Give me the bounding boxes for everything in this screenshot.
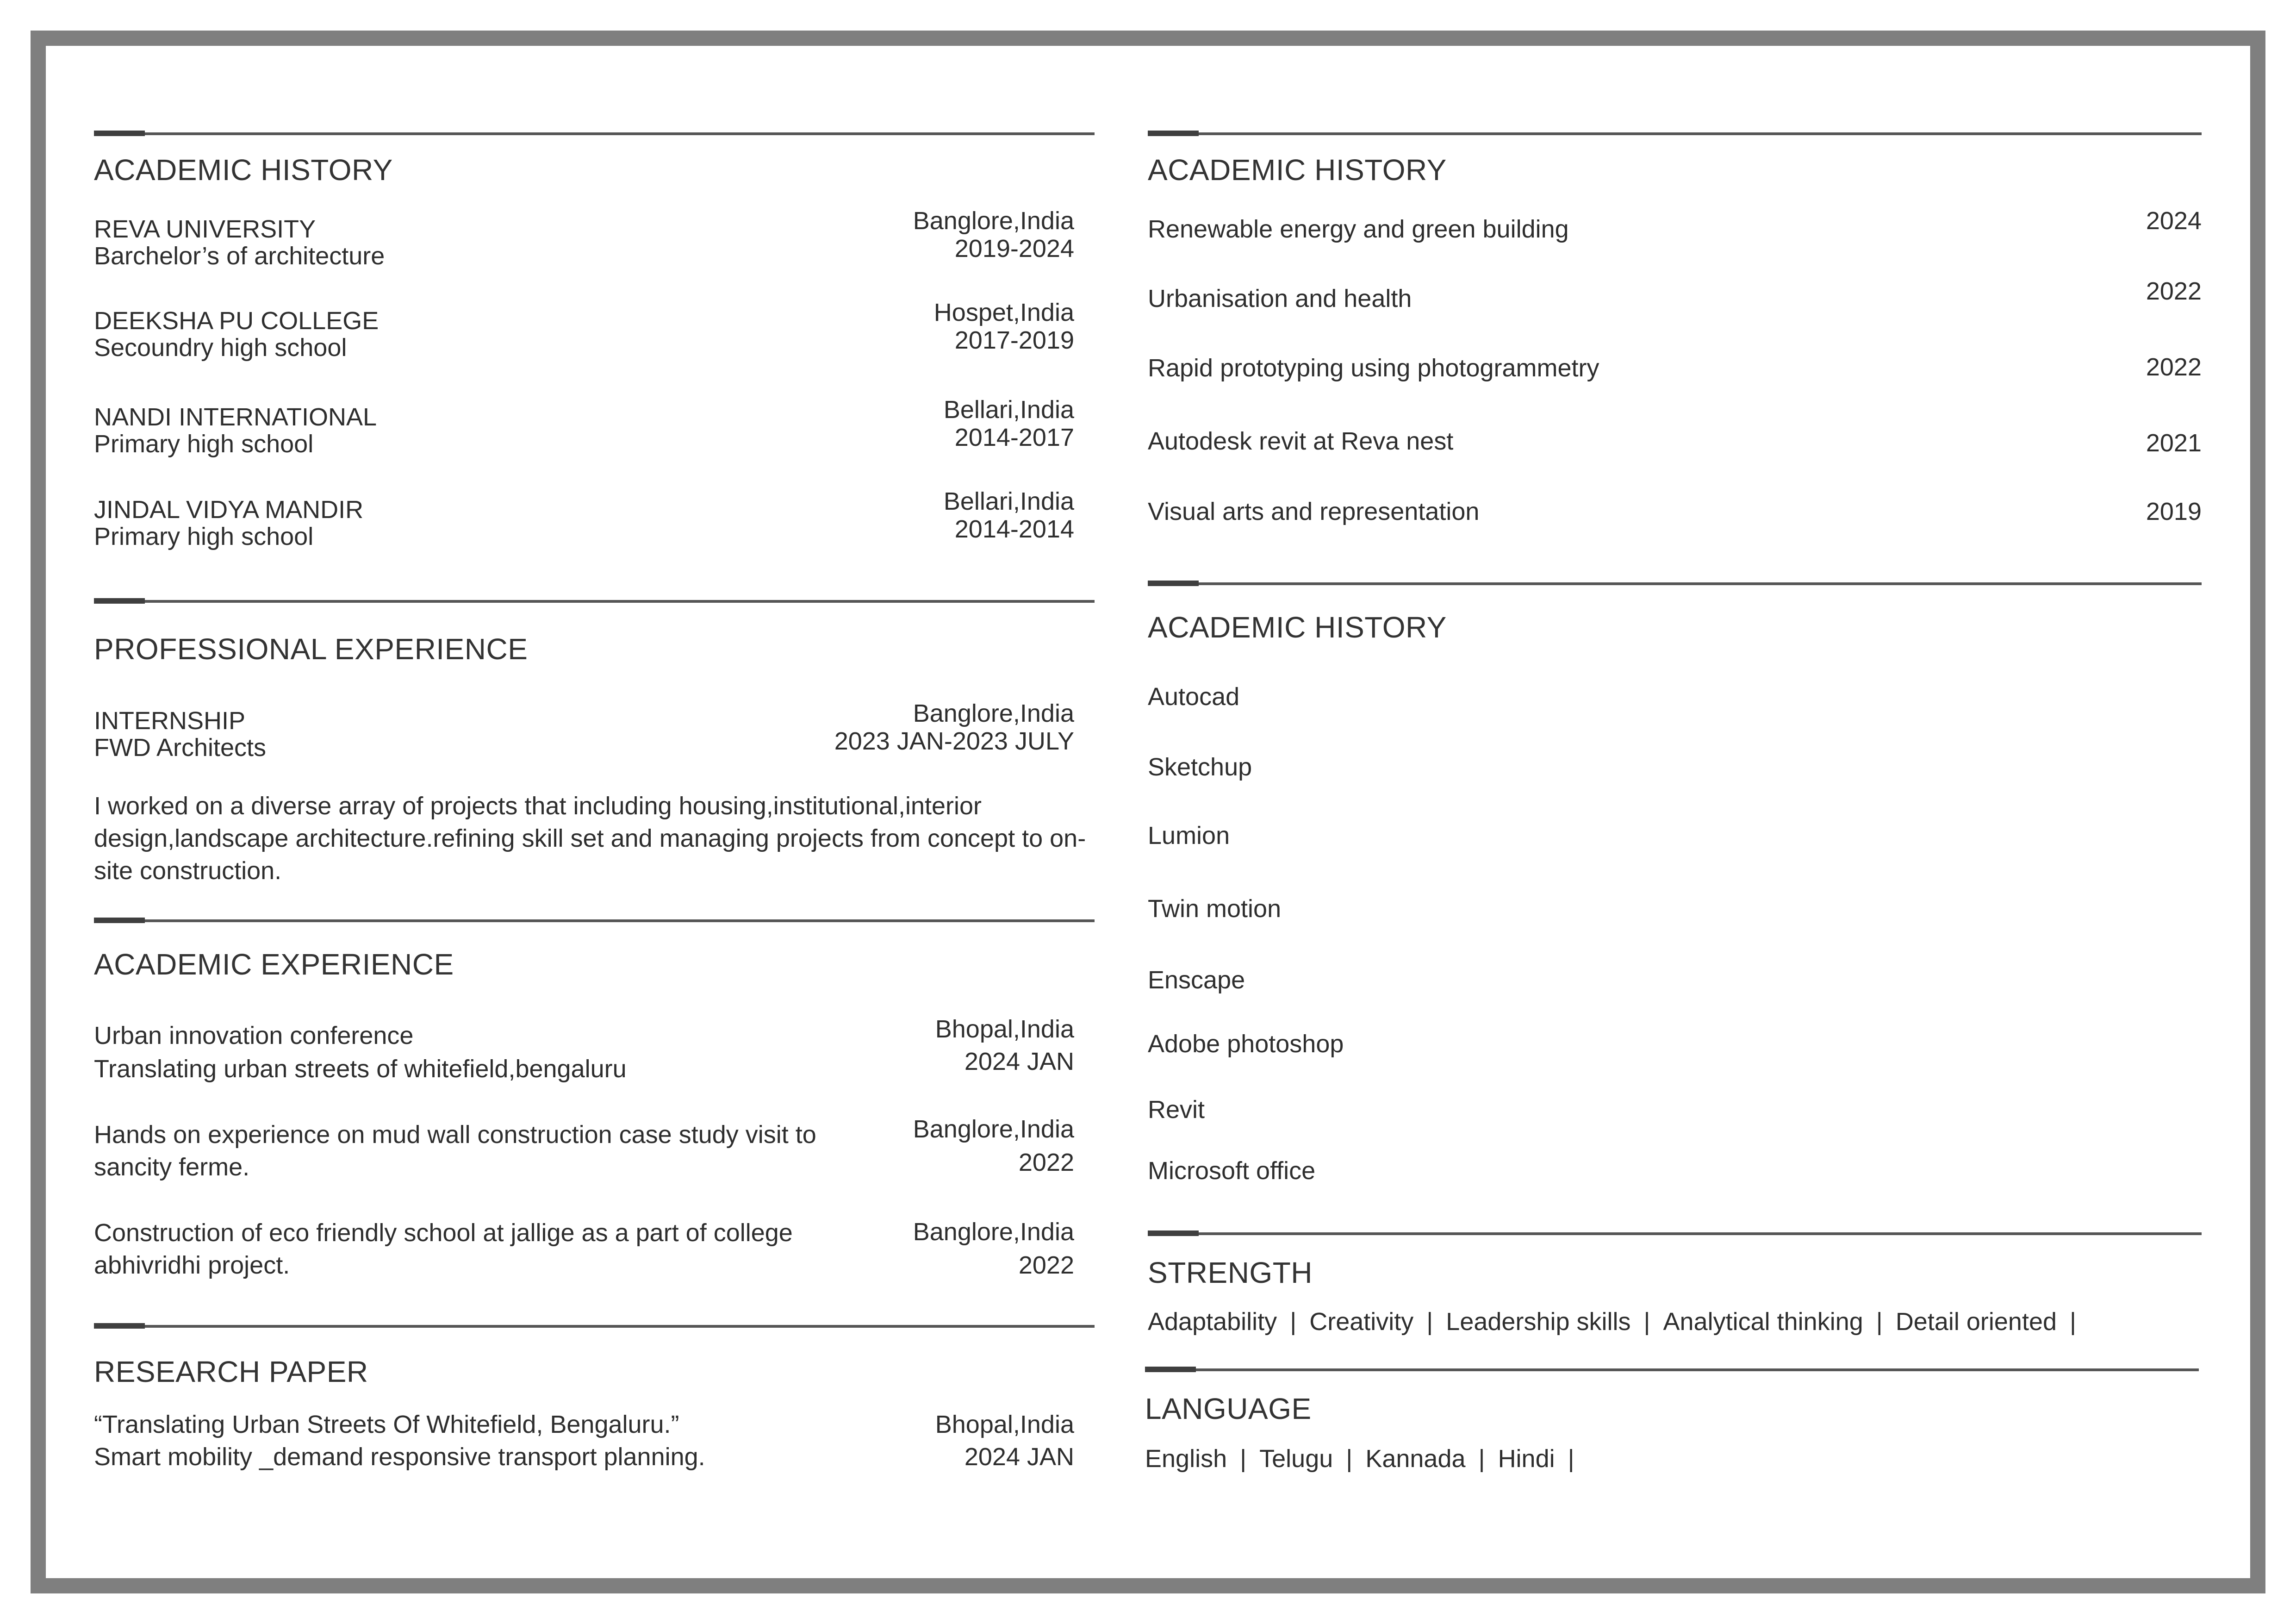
strength-list <box>1148 1305 2089 1338</box>
academic-experience-line: Construction of eco friendly school at jallige as a part of college <box>94 1219 793 1247</box>
strength-item: Creativity <box>1309 1308 1414 1336</box>
research-paper-line: Smart mobility _demand responsive transport planning. <box>94 1443 705 1471</box>
school-years: 2019-2024 <box>954 235 1074 262</box>
school-place: Hospet,India <box>933 299 1074 326</box>
separator: | <box>1426 1308 1433 1336</box>
school-name: JINDAL VIDYA MANDIR <box>94 496 364 524</box>
section-divider <box>94 1325 1095 1328</box>
software-item: Sketchup <box>1148 753 1252 781</box>
school-place: Banglore,India <box>913 207 1074 235</box>
experience-place: Banglore,India <box>913 700 1074 727</box>
academic-experience-place: Bhopal,India <box>935 1015 1074 1043</box>
software-item: Microsoft office <box>1148 1157 1316 1185</box>
strength-item: Detail oriented <box>1895 1308 2057 1336</box>
software-item: Autocad <box>1148 683 1240 711</box>
section-divider <box>1148 582 2202 585</box>
language-item: Telugu <box>1259 1445 1333 1473</box>
language-item: English <box>1145 1445 1227 1473</box>
experience-description: I worked on a diverse array of projects that including housing,institutional,interior design,landscape architecture.refining skill set and managing projects from concept to on-site construction. <box>94 792 1086 885</box>
separator: | <box>1643 1308 1650 1336</box>
professional-experience-title: PROFESSIONAL EXPERIENCE <box>94 632 528 666</box>
language-title: LANGUAGE <box>1145 1392 1312 1425</box>
workshop-name: Visual arts and representation <box>1148 498 1480 525</box>
academic-history-title: ACADEMIC HISTORY <box>94 153 393 187</box>
software-item: Enscape <box>1148 966 1245 994</box>
section-divider <box>94 600 1095 603</box>
school-years: 2014-2017 <box>954 424 1074 451</box>
school-place: Bellari,India <box>943 396 1074 424</box>
research-paper-title: RESEARCH PAPER <box>94 1355 368 1388</box>
research-paper-line: “Translating Urban Streets Of Whitefield, Bengaluru.” <box>94 1411 679 1438</box>
software-item: Revit <box>1148 1096 1205 1124</box>
language-item: Hindi <box>1498 1445 1555 1473</box>
separator: | <box>1478 1445 1485 1473</box>
workshop-year: 2022 <box>2146 277 2202 305</box>
workshop-year: 2024 <box>2146 207 2202 235</box>
research-paper-place: Bhopal,India <box>935 1411 1074 1438</box>
strength-item: Leadership skills <box>1446 1308 1631 1336</box>
school-course: Primary high school <box>94 523 314 550</box>
academic-experience-title: ACADEMIC EXPERIENCE <box>94 948 454 981</box>
separator: | <box>1290 1308 1297 1336</box>
experience-company: FWD Architects <box>94 734 267 762</box>
separator: | <box>1568 1445 1574 1473</box>
school-name: REVA UNIVERSITY <box>94 215 316 243</box>
school-name: NANDI INTERNATIONAL <box>94 403 377 431</box>
strength-title: STRENGTH <box>1148 1256 1313 1289</box>
section-divider <box>94 919 1095 922</box>
experience-role: INTERNSHIP <box>94 707 246 735</box>
separator: | <box>1876 1308 1883 1336</box>
separator: | <box>1240 1445 1247 1473</box>
workshop-name: Urbanisation and health <box>1148 285 1412 312</box>
academic-experience-line: Translating urban streets of whitefield,bengaluru <box>94 1055 627 1083</box>
software-item: Twin motion <box>1148 895 1282 923</box>
academic-experience-date: 2022 <box>1018 1149 1074 1176</box>
section-divider <box>1148 1232 2202 1235</box>
academic-experience-line: sancity ferme. <box>94 1153 250 1181</box>
academic-experience-line: Urban innovation conference <box>94 1022 414 1049</box>
language-list <box>1145 1443 1587 1475</box>
academic-experience-line: Hands on experience on mud wall construction case study visit to <box>94 1121 816 1149</box>
language-item: Kannada <box>1365 1445 1466 1473</box>
school-years: 2014-2014 <box>954 515 1074 543</box>
software-item: Lumion <box>1148 822 1230 849</box>
workshop-name: Renewable energy and green building <box>1148 215 1569 243</box>
experience-period: 2023 JAN-2023 JULY <box>834 727 1074 755</box>
school-course: Barchelor’s of architecture <box>94 242 385 270</box>
academic-experience-date: 2022 <box>1018 1251 1074 1279</box>
software-item: Adobe photoshop <box>1148 1030 1344 1058</box>
strength-item: Analytical thinking <box>1663 1308 1863 1336</box>
school-name: DEEKSHA PU COLLEGE <box>94 307 379 335</box>
section-divider <box>1145 1368 2199 1371</box>
workshop-name: Rapid prototyping using photogrammetry <box>1148 354 1599 382</box>
section-divider <box>94 132 1095 135</box>
workshops-title: ACADEMIC HISTORY <box>1148 153 1447 187</box>
academic-experience-place: Banglore,India <box>913 1218 1074 1246</box>
workshop-year: 2019 <box>2146 498 2202 525</box>
school-place: Bellari,India <box>943 487 1074 515</box>
section-divider <box>1148 132 2202 135</box>
separator: | <box>2070 1308 2077 1336</box>
software-title: ACADEMIC HISTORY <box>1148 611 1447 644</box>
school-course: Secoundry high school <box>94 334 347 362</box>
academic-experience-line: abhivridhi project. <box>94 1251 290 1279</box>
workshop-year: 2021 <box>2146 429 2202 457</box>
research-paper-date: 2024 JAN <box>964 1443 1074 1471</box>
separator: | <box>1346 1445 1353 1473</box>
workshop-year: 2022 <box>2146 353 2202 381</box>
school-years: 2017-2019 <box>954 326 1074 354</box>
academic-experience-place: Banglore,India <box>913 1115 1074 1143</box>
academic-experience-date: 2024 JAN <box>964 1048 1074 1075</box>
strength-item: Adaptability <box>1148 1308 1277 1336</box>
school-course: Primary high school <box>94 430 314 458</box>
workshop-name: Autodesk revit at Reva nest <box>1148 427 1454 455</box>
